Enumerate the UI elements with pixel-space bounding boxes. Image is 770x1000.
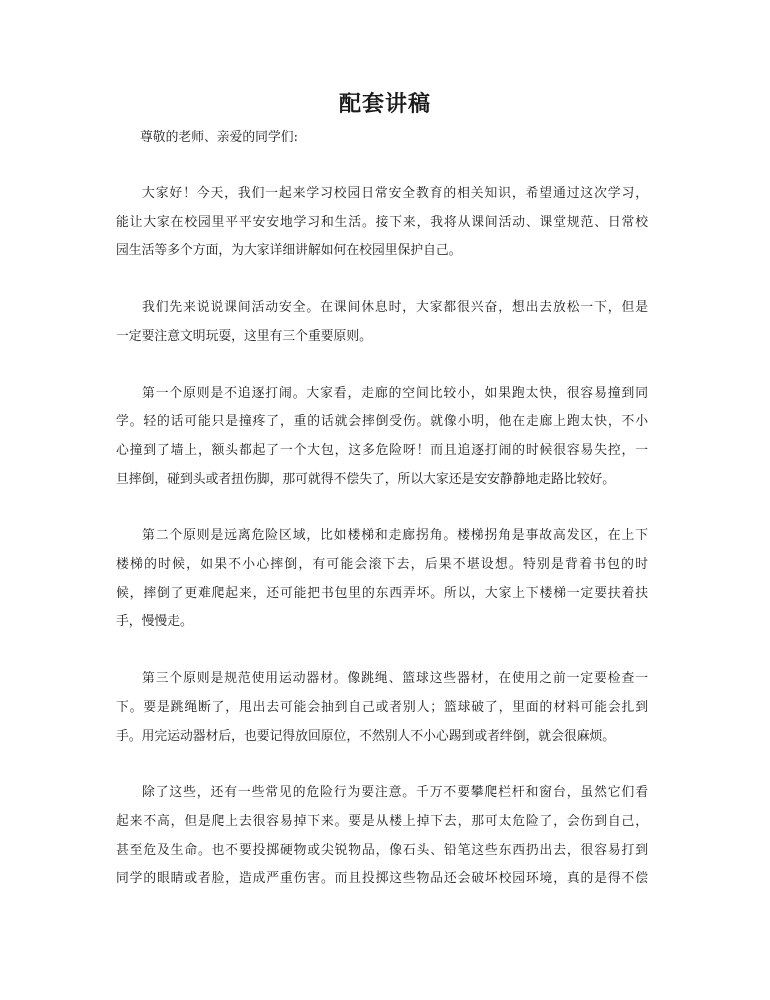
paragraph-principle-three xyxy=(116,665,648,751)
text-line: 园生活等多个方面，为大家详细讲解如何在校园里保护自己。 xyxy=(116,243,462,259)
text-line: 第一个原则是不追逐打闹。大家看，走廊的空间比较小，如果跑太快，很容易撞到同 xyxy=(142,385,648,401)
text-line: 我们先来说说课间活动安全。在课间休息时，大家都很兴奋，想出去放松一下，但是 xyxy=(142,300,648,316)
document-body xyxy=(116,124,648,894)
text-line: 第三个原则是规范使用运动器材。像跳绳、篮球这些器材，在使用之前一定要检查一 xyxy=(142,671,648,687)
text-line: 下。要是跳绳断了，甩出去可能会抽到自己或者别人；篮球破了，里面的材料可能会扎到 xyxy=(116,699,648,715)
text-line: 第二个原则是远离危险区域，比如楼梯和走廊拐角。楼梯拐角是事故高发区，在上下 xyxy=(142,528,648,544)
paragraph-recess-safety xyxy=(116,294,648,351)
text-line: 楼梯的时候，如果不小心摔倒，有可能会滚下去，后果不堪设想。特别是背着书包的时 xyxy=(116,557,648,573)
paragraph-principle-one xyxy=(116,380,648,495)
text-line: 旦摔倒，碰到头或者扭伤脚，那可就得不偿失了，所以大家还是安安静静地走路比较好。 xyxy=(116,471,616,487)
page-title: 配套讲稿 xyxy=(338,91,431,117)
text-line: 大家好！今天，我们一起来学习校园日常安全教育的相关知识，希望通过这次学习， xyxy=(142,186,648,201)
paragraph-intro xyxy=(116,180,648,266)
text-line: 手。用完运动器材后，也要记得放回原位，不然别人不小心踢到或者绊倒，就会很麻烦。 xyxy=(116,728,616,744)
text-line: 同学的眼睛或者脸，造成严重伤害。而且投掷这些物品还会破坏校园环境，真的是得不偿 xyxy=(116,871,648,887)
salutation: 尊敬的老师、亲爱的同学们: xyxy=(140,130,298,145)
text-line: 起来不高，但是爬上去很容易掉下来。要是从楼上掉下去，那可太危险了，会伤到自己， xyxy=(116,813,648,829)
text-line: 一定要注意文明玩耍，这里有三个重要原则。 xyxy=(116,328,372,344)
text-line: 心撞到了墙上，额头都起了一个大包，这多危险呀！而且追逐打闹的时候很容易失控，一 xyxy=(116,442,648,458)
text-line: 候，摔倒了更难爬起来，还可能把书包里的东西弄坏。所以，大家上下楼梯一定要扶着扶 xyxy=(116,585,648,601)
text-line: 除了这些，还有一些常见的危险行为要注意。千万不要攀爬栏杆和窗台，虽然它们看 xyxy=(142,785,648,801)
text-line: 手，慢慢走。 xyxy=(116,614,193,630)
paragraph-dangerous-behaviors xyxy=(116,779,648,894)
paragraph-principle-two xyxy=(116,522,648,637)
text-line: 学。轻的话可能只是撞疼了，重的话就会摔倒受伤。就像小明，他在走廊上跑太快，不小 xyxy=(116,414,648,430)
text-line: 能让大家在校园里平平安安地学习和生活。接下来，我将从课间活动、课堂规范、日常校 xyxy=(116,214,648,230)
text-line: 甚至危及生命。也不要投掷硬物或尖锐物品，像石头、铅笔这些东西扔出去，很容易打到 xyxy=(116,842,648,858)
